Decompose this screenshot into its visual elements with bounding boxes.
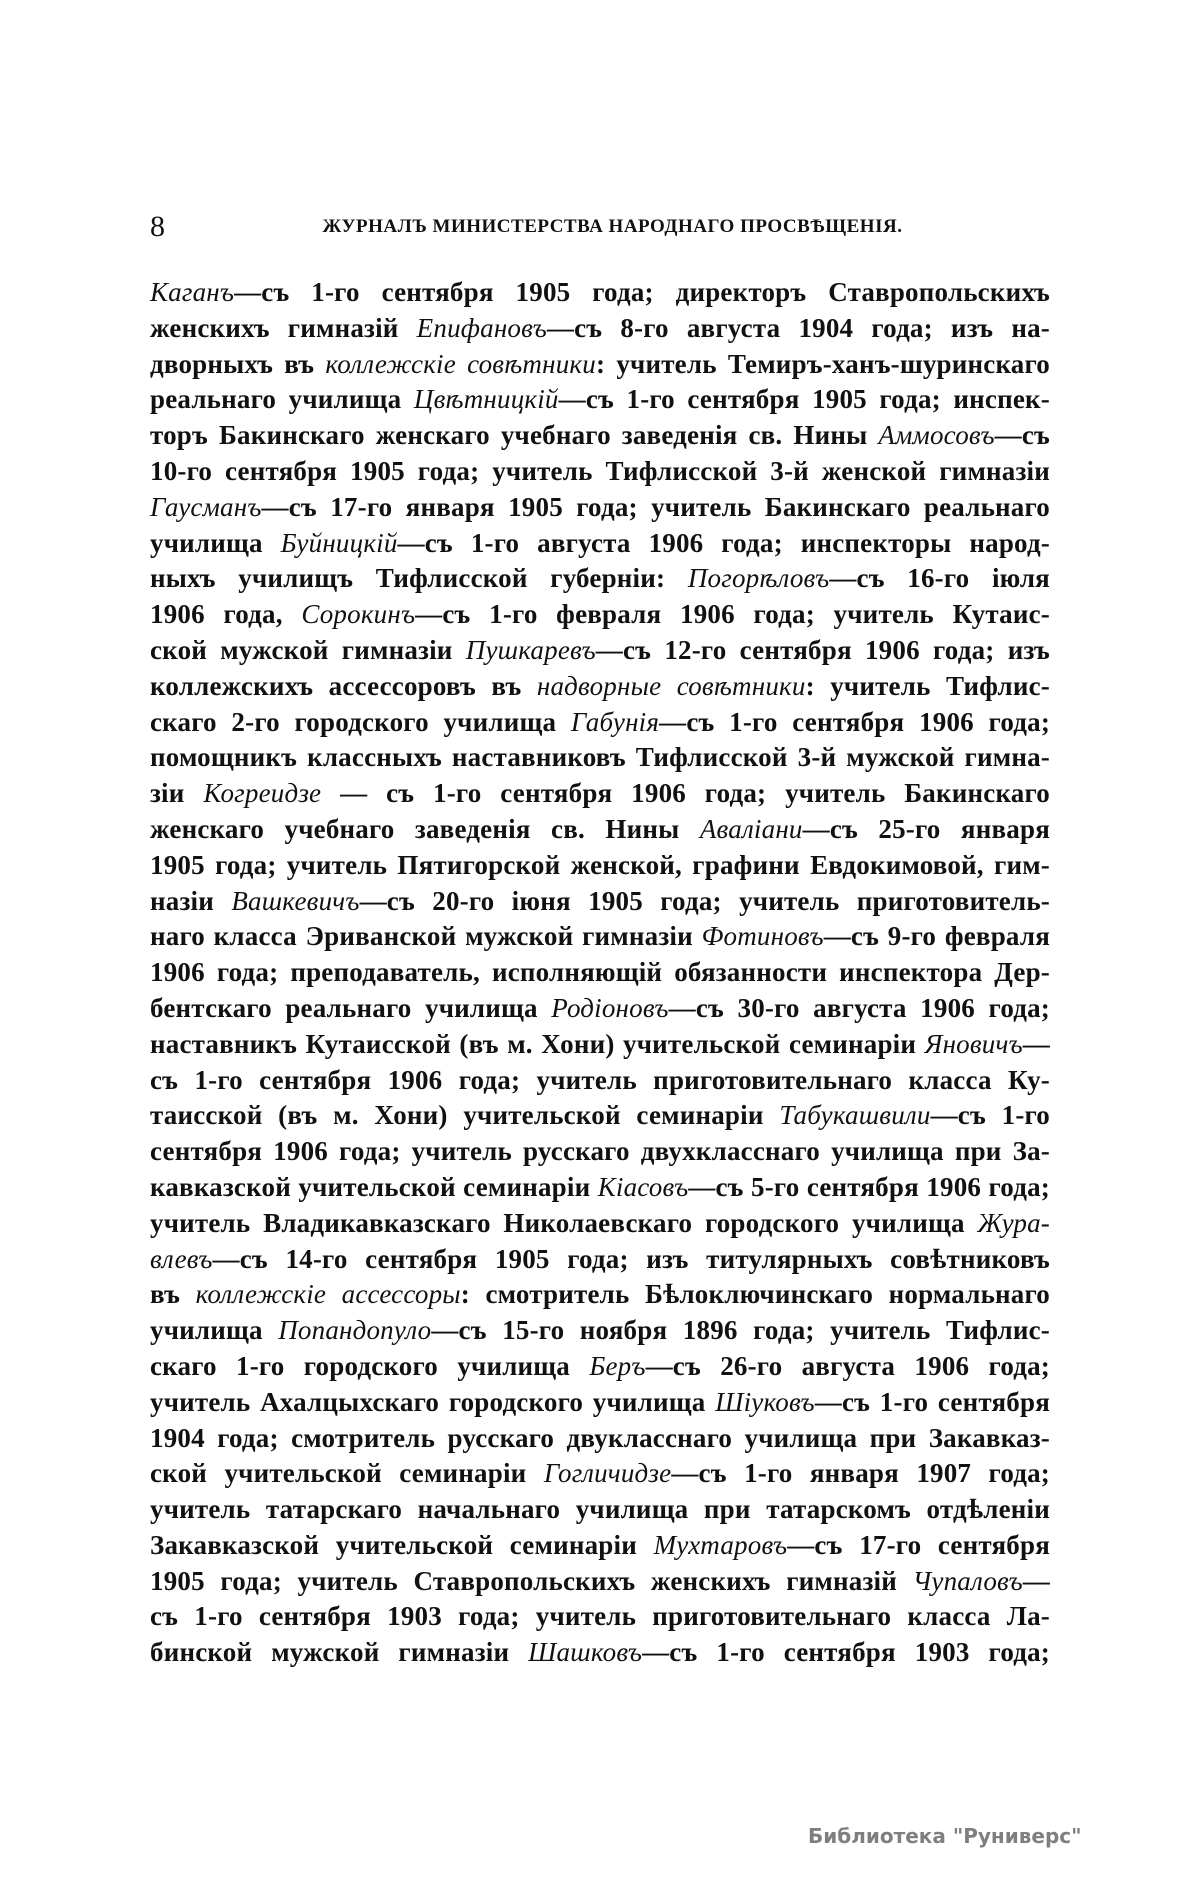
text-segment: : учитель Темиръ-ханъ-шуринскаго (595, 348, 1050, 379)
italic-name-segment: Гогличидзе (543, 1458, 672, 1489)
text-line (150, 1385, 1050, 1421)
italic-name-segment: Попандопуло (278, 1315, 432, 1346)
text-line (150, 526, 1050, 562)
text-segment: реальнаго училища (150, 384, 414, 415)
text-segment: Закавказской учительской семинаріи (150, 1529, 654, 1560)
text-line (150, 275, 1050, 311)
text-segment: —съ (994, 420, 1050, 451)
text-segment: женскаго учебнаго заведенія св. Нины (150, 813, 700, 844)
italic-name-segment: Табукашвили (779, 1100, 931, 1131)
text-segment: —съ 9-го февраля (823, 921, 1051, 952)
italic-name-segment: коллежскіе совѣтники (325, 348, 596, 379)
text-segment: кавказской учительской семинаріи (150, 1171, 598, 1202)
library-credit: Библиотека "Руниверс" (808, 1824, 1082, 1848)
text-segment: съ 1-го сентября 1906 года; учитель приготовительнаго класса Ку- (150, 1064, 1050, 1095)
text-line (150, 311, 1050, 347)
italic-name-segment: Шашковъ (528, 1637, 643, 1668)
text-line (150, 884, 1050, 920)
text-line (150, 1206, 1050, 1242)
text-line (150, 597, 1050, 633)
text-line (150, 1599, 1050, 1635)
text-line (150, 454, 1050, 490)
text-segment: наго класса Эриванской мужской гимназіи (150, 921, 702, 952)
text-line (150, 991, 1050, 1027)
text-segment: сентября 1906 года; учитель русскаго двухкласснаго училища при За- (150, 1136, 1050, 1167)
text-segment: : смотритель Бѣлоключинскаго нормальнаго (460, 1279, 1050, 1310)
text-segment: зіи (150, 778, 204, 809)
text-line (150, 1349, 1050, 1385)
text-segment: —съ 17-го сентября (787, 1529, 1050, 1560)
italic-name-segment: Мухтаровъ (653, 1529, 788, 1560)
text-line (150, 1242, 1050, 1278)
text-segment: въ (150, 1279, 196, 1310)
italic-name-segment: Яновичъ (924, 1028, 1023, 1059)
text-segment: женскихъ гимназій (150, 312, 417, 343)
text-line (150, 812, 1050, 848)
text-segment: —съ 1-го (930, 1100, 1050, 1131)
italic-name-segment: Погорѣловъ (687, 563, 830, 594)
italic-name-segment: Жура- (977, 1207, 1050, 1238)
italic-name-segment: Каганъ (150, 277, 235, 307)
italic-name-segment: Епифановъ (416, 312, 547, 343)
italic-name-segment: Аммосовъ (878, 420, 995, 451)
text-segment: —съ 20-го іюня 1905 года; учитель приготовитель- (359, 885, 1050, 916)
text-line (150, 1421, 1050, 1457)
text-segment: —съ 12-го сентября 1906 года; изъ (595, 634, 1050, 665)
text-line (150, 561, 1050, 597)
text-segment: —съ 26-го августа 1906 года; (645, 1350, 1050, 1381)
text-line (150, 418, 1050, 454)
italic-name-segment: надворные совѣтники (536, 670, 806, 701)
text-line (150, 1635, 1050, 1671)
text-line (150, 1492, 1050, 1528)
text-segment: —съ 1-го сентября 1903 года; (642, 1637, 1050, 1668)
text-segment: —съ 1-го сентября 1905 года; инспек- (558, 384, 1050, 415)
text-segment: учитель татарскаго начальнаго училища при татарскомъ отдѣленіи (150, 1494, 1050, 1525)
text-segment: училища (150, 527, 281, 558)
text-segment: съ 1-го сентября 1903 года; учитель приготовительнаго класса Ла- (150, 1601, 1050, 1632)
text-segment: —съ 1-го сентября 1905 года; директоръ Ставропольскихъ (234, 277, 1050, 307)
text-line (150, 848, 1050, 884)
text-segment: бинской мужской гимназіи (150, 1637, 529, 1668)
text-line (150, 1528, 1050, 1564)
text-line (150, 955, 1050, 991)
text-line (150, 382, 1050, 418)
italic-name-segment: Родіоновъ (551, 992, 669, 1023)
text-line (150, 919, 1050, 955)
page-number: 8 (150, 210, 165, 243)
text-segment: —съ 1-го января 1907 года; (671, 1458, 1051, 1489)
text-segment: ской учительской семинаріи (150, 1458, 544, 1489)
text-segment: — (1022, 1028, 1050, 1059)
text-segment: помощникъ классныхъ наставниковъ Тифлисской 3-й мужской гимна- (150, 742, 1050, 773)
text-line (150, 669, 1050, 705)
text-line (150, 740, 1050, 776)
text-segment: назіи (150, 885, 232, 916)
italic-name-segment: Сорокинъ (301, 599, 416, 630)
text-segment: наставникъ Кутаисской (въ м. Хони) учительской семинаріи (150, 1028, 925, 1059)
text-segment: скаго 1-го городского училища (150, 1350, 590, 1381)
text-segment: ныхъ училищъ Тифлисской губерніи: (150, 563, 688, 594)
text-segment: —съ 14-го сентября 1905 года; изъ титулярныхъ совѣтниковъ (212, 1243, 1050, 1274)
text-line (150, 776, 1050, 812)
italic-name-segment: Аваліани (699, 813, 803, 844)
italic-name-segment: Беръ (589, 1350, 646, 1381)
text-segment: —съ 5-го сентября 1906 года; (688, 1171, 1050, 1202)
text-segment: училища (150, 1315, 279, 1346)
text-line (150, 1313, 1050, 1349)
text-segment: 1905 года; учитель Ставропольскихъ женскихъ гимназій (150, 1565, 913, 1596)
text-segment: — (1022, 1565, 1050, 1596)
text-line (150, 633, 1050, 669)
text-segment: : учитель Тифлис- (805, 670, 1050, 701)
text-segment: —съ 1-го сентября (814, 1386, 1050, 1417)
text-line (150, 1564, 1050, 1600)
text-segment: 10-го сентября 1905 года; учитель Тифлисской 3-й женской гимназіи (150, 455, 1050, 486)
text-segment: — съ 1-го сентября 1906 года; учитель Бакинскаго (321, 778, 1050, 809)
italic-name-segment: коллежскіе ассессоры (195, 1279, 461, 1310)
text-segment: 1906 года, (150, 599, 302, 630)
text-segment: бентскаго реальнаго училища (150, 992, 552, 1023)
text-segment: —съ 15-го ноября 1896 года; учитель Тифлис- (431, 1315, 1050, 1346)
text-segment: —съ 1-го февраля 1906 года; учитель Кутаис- (415, 599, 1050, 630)
text-segment: —съ 1-го сентября 1906 года; (659, 706, 1051, 737)
text-line (150, 1098, 1050, 1134)
text-segment: таисской (въ м. Хони) учительской семинаріи (150, 1100, 780, 1131)
italic-name-segment: Когреидзе (203, 778, 322, 809)
text-segment: коллежскихъ ассессоровъ въ (150, 670, 537, 701)
italic-name-segment: Буйницкій (280, 527, 398, 558)
text-segment: —съ 8-го августа 1904 года; изъ на- (546, 312, 1050, 343)
text-segment: торъ Бакинскаго женскаго учебнаго заведенія св. Нины (150, 420, 879, 451)
text-segment: —съ 16-го іюля (829, 563, 1050, 594)
italic-name-segment: Габунія (570, 706, 660, 737)
italic-name-segment: Вашкевичъ (231, 885, 360, 916)
text-line (150, 1134, 1050, 1170)
text-segment: дворныхъ въ (150, 348, 326, 379)
body-text (150, 275, 1050, 1671)
text-segment: 1905 года; учитель Пятигорской женской, графини Евдокимовой, гим- (150, 849, 1050, 880)
text-segment: 1906 года; преподаватель, исполняющій обязанности инспектора Дер- (150, 957, 1050, 988)
text-line (150, 490, 1050, 526)
italic-name-segment: Цвѣтницкій (413, 384, 559, 415)
text-segment: —съ 25-го января (802, 813, 1050, 844)
text-line (150, 1277, 1050, 1313)
text-line (150, 1456, 1050, 1492)
text-line (150, 347, 1050, 383)
italic-name-segment: Чупаловъ (912, 1565, 1023, 1596)
italic-name-segment: Шіуковъ (715, 1386, 815, 1417)
italic-name-segment: Пушкаревъ (465, 634, 596, 665)
text-line (150, 1027, 1050, 1063)
text-segment: скаго 2-го городского училища (150, 706, 571, 737)
italic-name-segment: Фотиновъ (701, 921, 824, 952)
text-segment: —съ 30-го августа 1906 года; (668, 992, 1050, 1023)
text-segment: —съ 1-го августа 1906 года; инспекторы народ- (397, 527, 1051, 558)
journal-title: ЖУРНАЛЪ МИНИСТЕРСТВА НАРОДНАГО ПРОСВѢЩЕНІЯ. (322, 216, 903, 237)
text-segment: 1904 года; смотритель русскаго двукласснаго училища при Закавказ- (150, 1422, 1050, 1453)
text-line (150, 705, 1050, 741)
text-segment: учитель Владикавказскаго Николаевскаго городского училища (150, 1207, 978, 1238)
text-segment: —съ 17-го января 1905 года; учитель Бакинскаго реальнаго (261, 491, 1050, 522)
text-segment: ской мужской гимназіи (150, 634, 466, 665)
running-head (150, 210, 1050, 246)
italic-name-segment: Гаусманъ (150, 491, 262, 522)
text-segment: учитель Ахалцыхскаго городского училища (150, 1386, 716, 1417)
italic-name-segment: Кіасовъ (597, 1171, 689, 1202)
text-line (150, 1170, 1050, 1206)
italic-name-segment: влевъ (150, 1243, 213, 1274)
text-line (150, 1063, 1050, 1099)
